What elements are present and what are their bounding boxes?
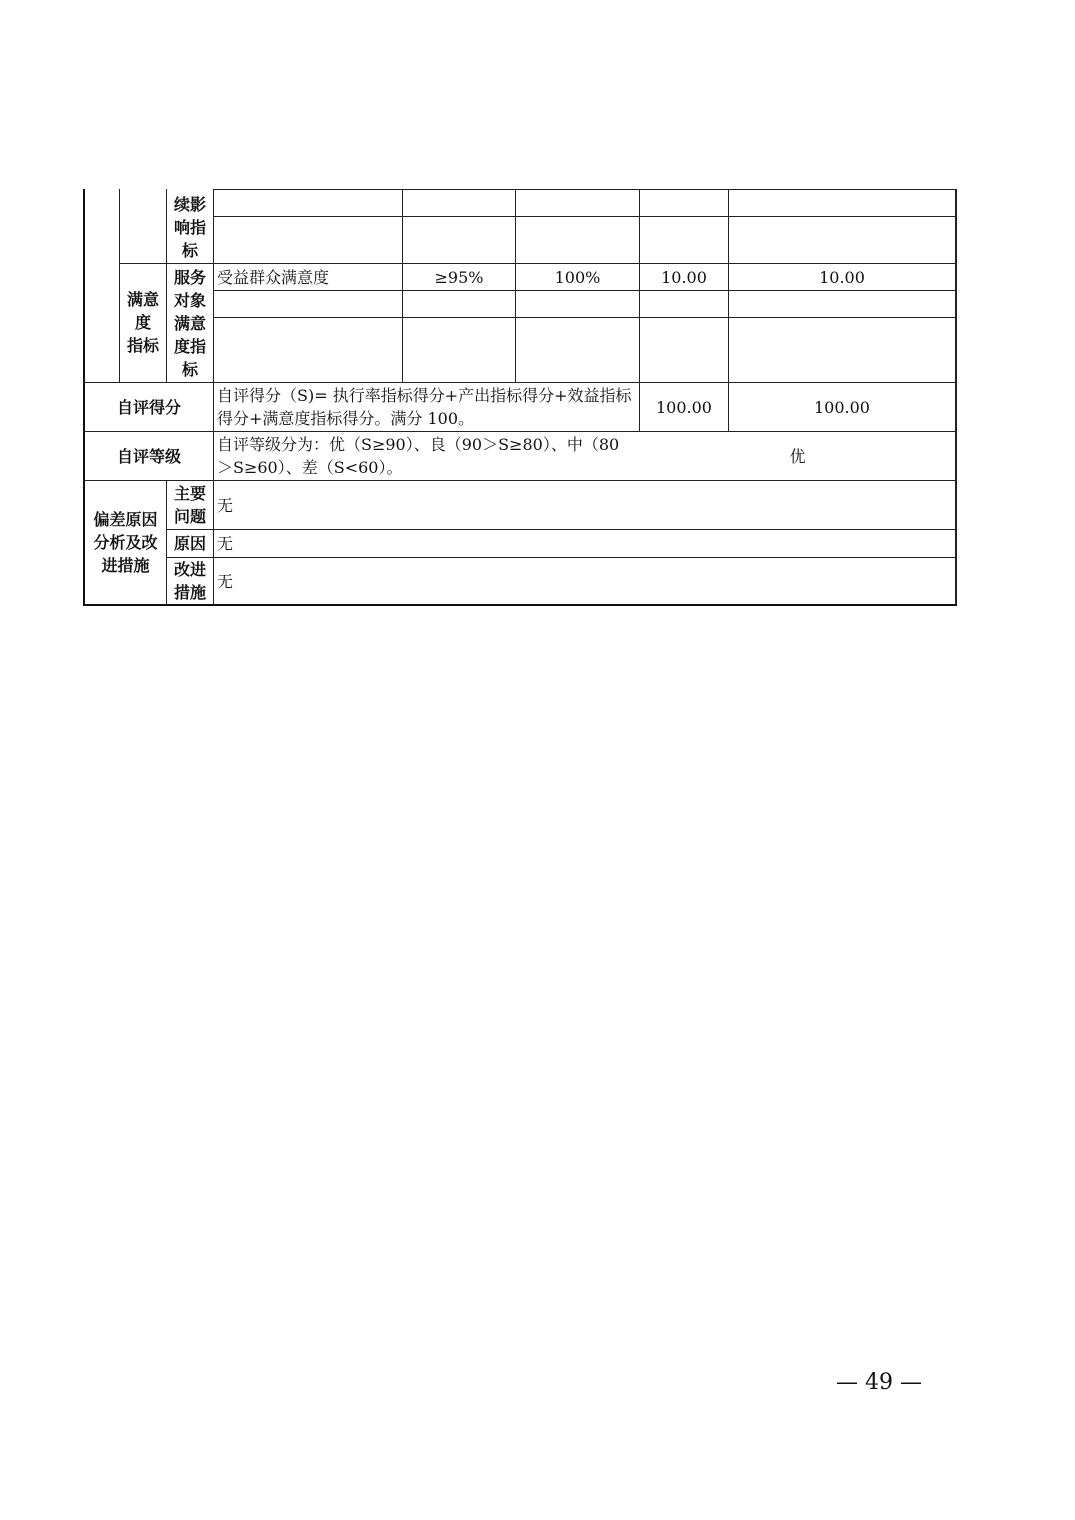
reason-value: 无 [217, 534, 234, 553]
self-grade-label: 自评等级 [116, 446, 181, 466]
grid-line [213, 189, 956, 190]
target-value: ≥95% [434, 267, 484, 287]
score-value: 10.00 [819, 267, 865, 287]
satisfaction-group-label [120, 285, 166, 360]
improvement-measures-label [167, 558, 213, 604]
label-line: 满意 [126, 290, 159, 309]
main-problems-value: 无 [217, 495, 234, 515]
actual-value: 100% [554, 267, 601, 287]
self-score-value: 100.00 [814, 397, 870, 417]
label-line: 措施 [173, 583, 206, 602]
label-line: 问题 [173, 507, 206, 526]
self-grade-result: 优 [789, 446, 806, 466]
satisfaction-sub-label [167, 264, 213, 382]
label-line: 度指 [173, 336, 206, 356]
grid-line [213, 317, 956, 318]
label-line: 主要 [173, 484, 206, 503]
self-score-label: 自评得分 [116, 397, 181, 417]
label-line: 标 [181, 241, 198, 260]
sustain-indicator-label [167, 192, 213, 263]
label-line: 改进 [173, 560, 206, 579]
page-number: — 49 — [836, 1370, 922, 1395]
deviation-group-label [85, 481, 166, 604]
grid-line [213, 216, 956, 217]
weight-value: 10.00 [661, 267, 707, 287]
label-line: 指标 [126, 336, 159, 355]
main-problems-label [167, 481, 213, 529]
indicator-name: 受益群众满意度 [217, 267, 330, 287]
reason-label: 原因 [173, 534, 206, 553]
label-line: 度 [134, 313, 151, 332]
self-score-formula: 自评得分（S)= 执行率指标得分+产出指标得分+效益指标得分+满意度指标得分。满分 100。 [217, 386, 632, 428]
table-border-bottom [83, 604, 957, 606]
label-line: 进措施 [101, 556, 150, 575]
self-grade-formula: 自评等级分为：优（S≥90）、良（90＞S≥80）、中（80＞S≥60）、差（S<60）。 [217, 435, 620, 477]
improvement-measures-value: 无 [217, 571, 234, 591]
label-line: 偏差原因 [93, 510, 158, 529]
table-border-right [955, 189, 957, 605]
label-line: 满意 [173, 313, 206, 333]
label-line: 对象 [173, 290, 206, 310]
label-line: 续影 [173, 195, 206, 214]
self-score-total: 100.00 [656, 397, 712, 417]
label-line: 分析及改 [93, 533, 158, 552]
label-line: 标 [181, 359, 198, 379]
label-line: 响指 [173, 218, 206, 237]
grid-line [213, 290, 956, 291]
label-line: 服务 [173, 267, 206, 287]
